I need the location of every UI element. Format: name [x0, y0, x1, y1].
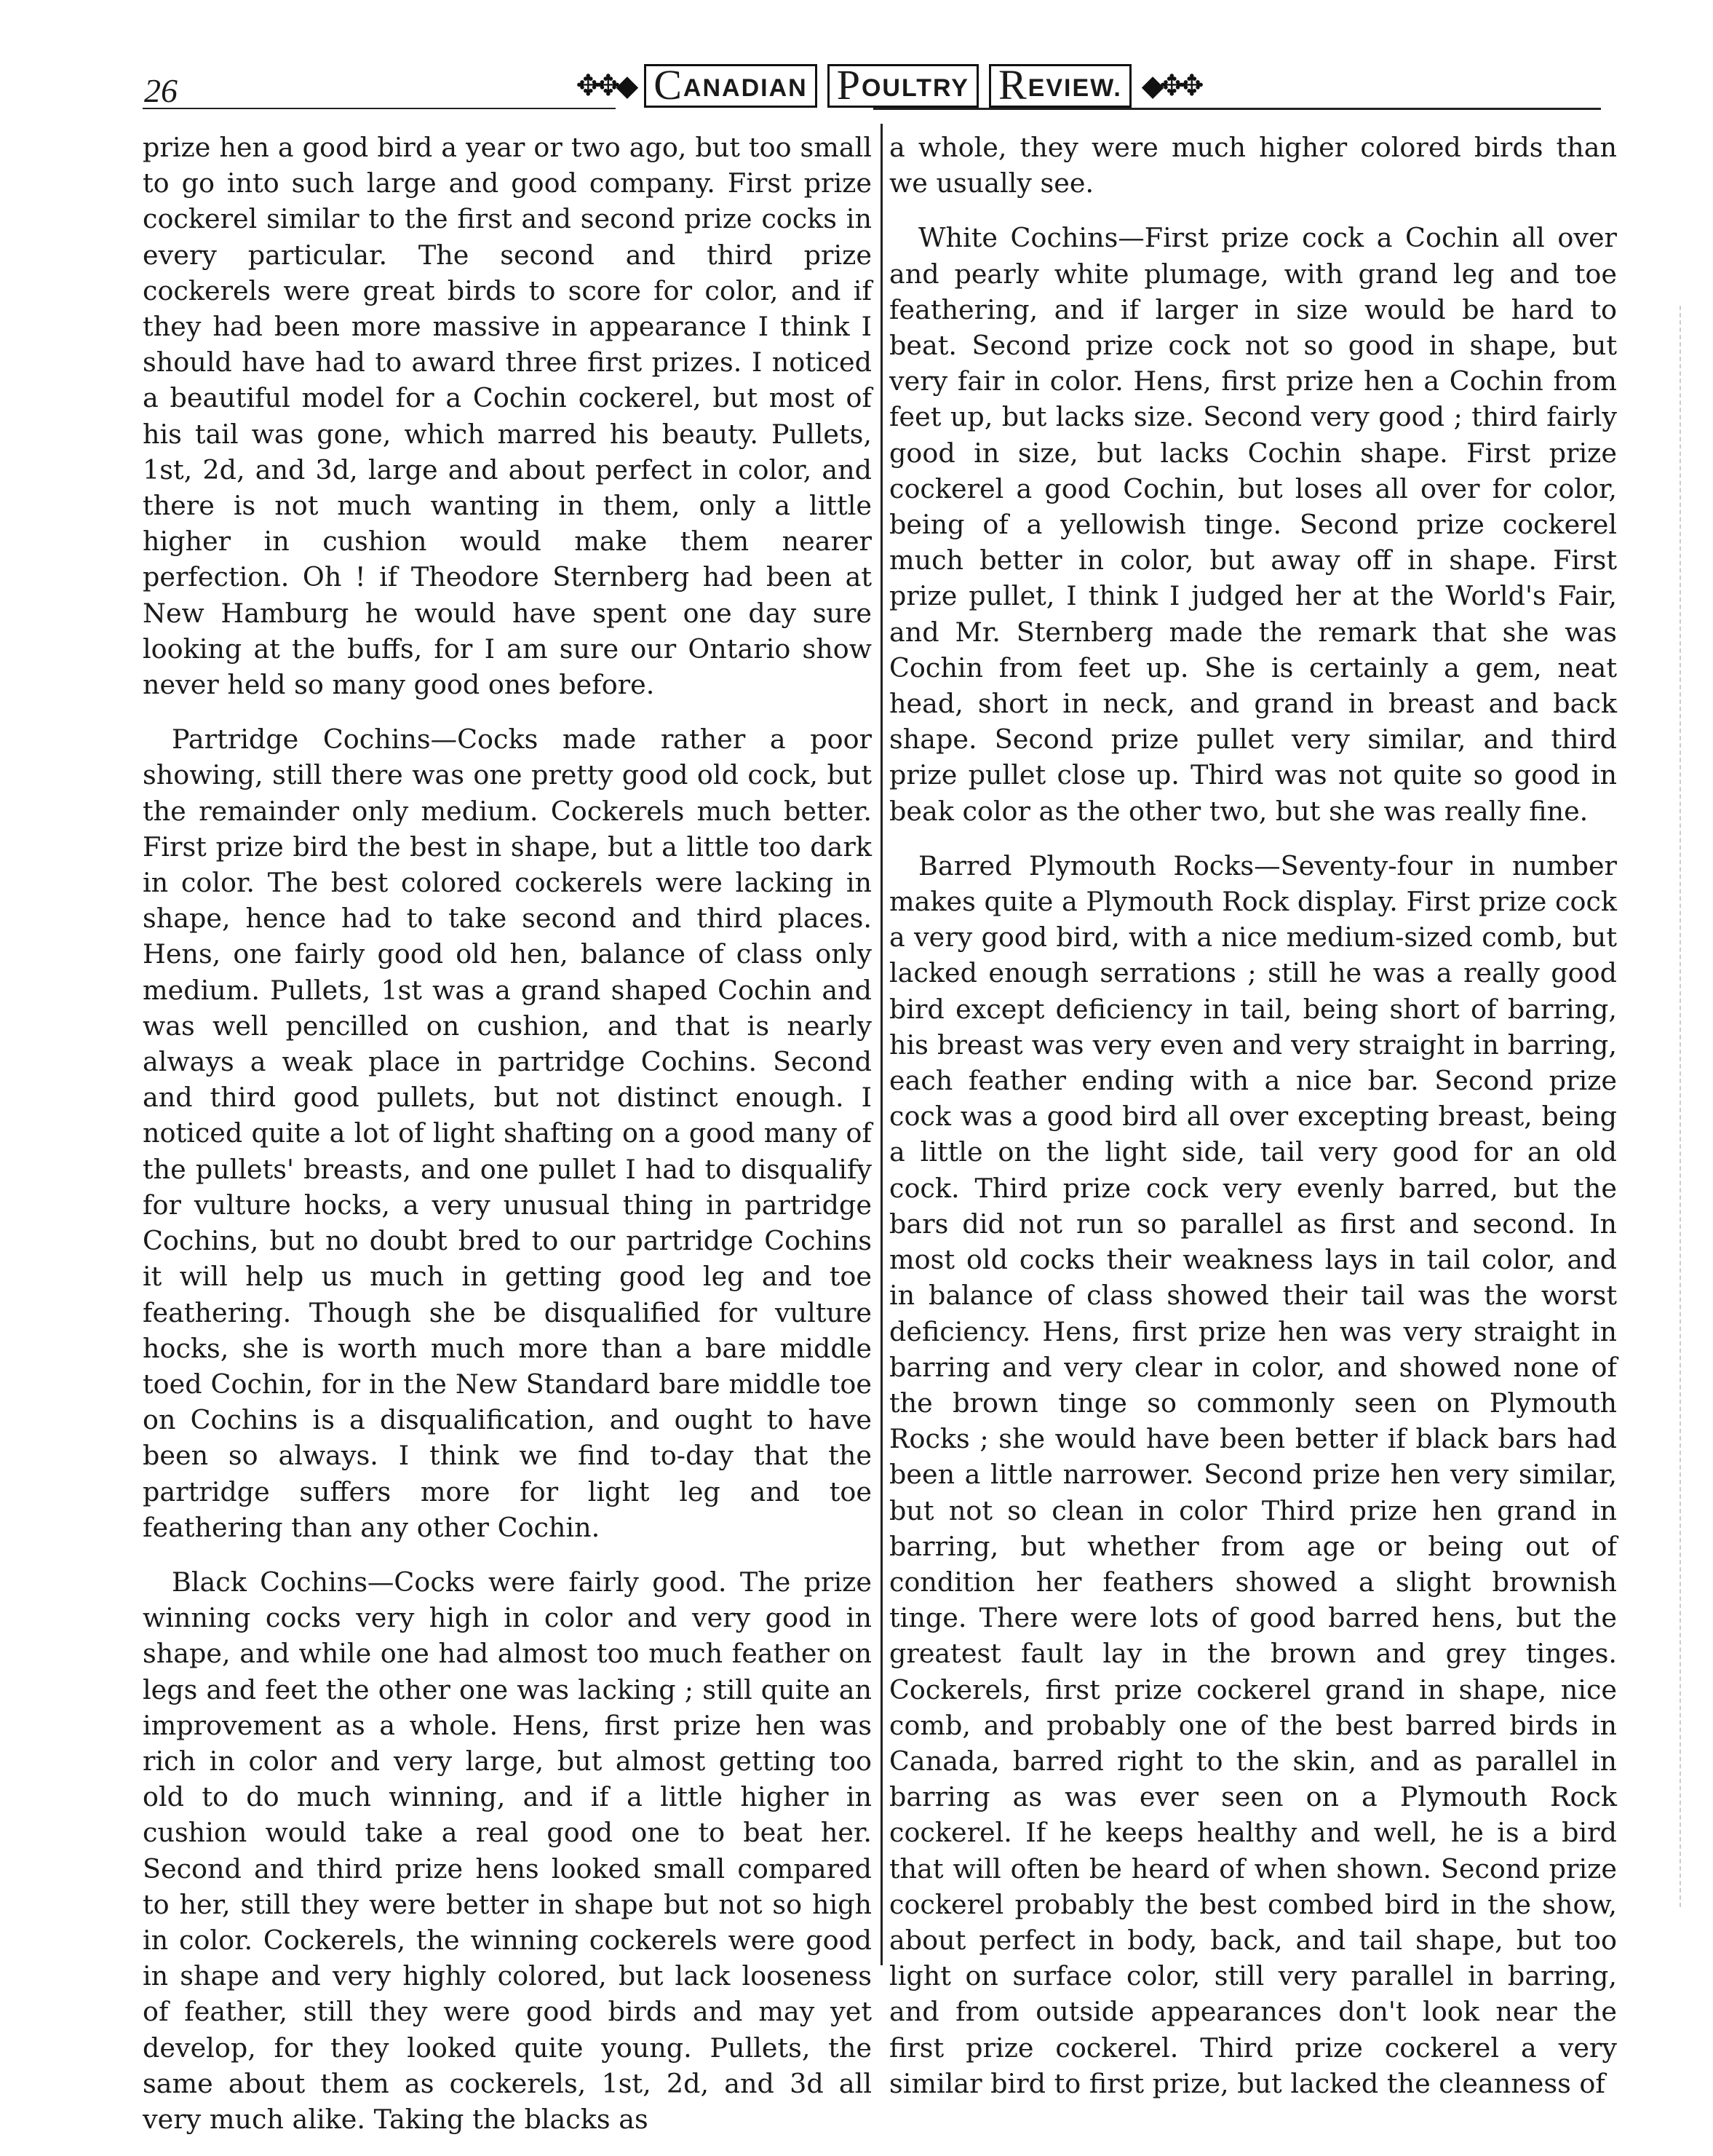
masthead-cap-r: R	[998, 61, 1028, 108]
masthead	[576, 57, 1200, 115]
masthead-word-canadian	[644, 61, 816, 108]
masthead-rest-canadian: ANADIAN	[683, 74, 808, 102]
masthead-word-poultry	[827, 61, 979, 108]
ornament-right-icon: ◆✥✥	[1141, 69, 1200, 103]
ornament-left-icon: ✥✥◆	[576, 69, 635, 103]
paragraph-black-cochins-continued: a whole, they were much higher colored birds than we usually see.	[889, 132, 1617, 199]
masthead-word-review	[989, 61, 1132, 108]
left-column	[143, 130, 872, 2156]
masthead-rest-poultry: OULTRY	[861, 74, 969, 102]
paragraph-white-cochins: White Cochins—First prize cock a Cochin all over and pearly white plumage, with grand leg and toe feathering, and if larger in size would be hard to beat. Second prize cock not so good in shape, but very fair in color. Hens, first prize hen a Cochin from feet up, but lacks size. Second very good ; third fairly good in size, but lacks Cochin shape. First prize cockerel a good Cochin, but loses all over for color, being of a yellowish tinge. Second prize cockerel much better in color, but away off in shape. First prize pullet, I think I judged her at the World's Fair, and Mr. Sternberg made the remark that she was Cochin from feet up. She is certainly a gem, neat head, short in neck, and grand in breast and back shape. Second prize pullet very similar, and third prize pullet close up. Third was not quite so good in beak color as the other two, but she was really fine.	[889, 222, 1617, 827]
paragraph-black-cochins: Black Cochins—Cocks were fairly good. The prize winning cocks very high in color and very good in shape, and while one had almost too much feather on legs and feet the other one was lacking ; still quite an improvement as a whole. Hens, first prize hen was rich in color and very large, but almost getting too old to do much winning, and if a little higher in cushion would take a real good one to beat her. Second and third prize hens looked small compared to her, still they were better in shape but not so high in color. Cockerels, the winning cockerels were good in shape and very highly colored, but lack looseness of feather, still they were good birds and may yet develop, for they looked quite young. Pullets, the same about them as cockerels, 1st, 2d, and 3d all very much alike. Taking the blacks as	[143, 1566, 872, 2135]
header-rule-right	[873, 108, 1601, 110]
paragraph-partridge-cochins: Partridge Cochins—Cocks made rather a poor showing, still there was one pretty good old cock, but the remainder only medium. Cockerels much better. First prize bird the best in shape, but a little too dark in color. The best colored cockerels were lacking in shape, hence had to take second and third places. Hens, one fairly good old hen, balance of class only medium. Pullets, 1st was a grand shaped Cochin and was well pencilled on cushion, and that is nearly always a weak place in partridge Cochins. Second and third good pullets, but not distinct enough. I noticed quite a lot of light shafting on a good many of the pullets' breasts, and one pullet I had to disqualify for vulture hocks, a very unusual thing in partridge Cochins, but no doubt bred to our partridge Cochins it will help us much in getting good leg and toe feathering. Though she be disqualified for vulture hocks, she is worth much more than a bare middle toed Cochin, for in the New Standard bare middle toe on Cochins is a disqualification, and ought to have been so always. I think we find to-day that the partridge suffers more for light leg and toe feathering than any other Cochin.	[143, 724, 872, 1543]
header-rule-left	[143, 108, 616, 109]
paragraph-buff-cochins-continued: prize hen a good bird a year or two ago, but too small to go into such large and good company. First prize cockerel similar to the first and second prize cocks in every particular. The second and third prize cockerels were great birds to score for color, and if they had been more massive in appearance I think I should have had to award three first prizes. I noticed a beautiful model for a Cochin cockerel, but most of his tail was gone, which marred his beauty. Pullets, 1st, 2d, and 3d, large and about perfect in color, and there is not much wanting in them, only a little higher in cushion would make them nearer perfection. Oh ! if Theodore Sternberg had been at New Hamburg he would have spent one day sure looking at the buffs, for I am sure our Ontario show never held so many good ones before.	[143, 132, 872, 701]
paragraph-barred-plymouth-rocks: Barred Plymouth Rocks—Seventy-four in number makes quite a Plymouth Rock display. First prize cock a very good bird, with a nice medium-sized comb, but lacked enough serrations ; still he was a really good bird except deficiency in tail, being short of barring, his breast was very even and very straight in barring, each feather ending with a nice bar. Second prize cock was a good bird all over excepting breast, being a little on the light side, tail very good for an old cock. Third prize cock very evenly barred, but the bars did not run so parallel as first and second. In most old cocks their weakness lays in tail color, and in balance of class showed their tail was the worst deficiency. Hens, first prize hen was very straight in barring and very clear in color, and showed none of the brown tinge so commonly seen on Plymouth Rocks ; she would have been better if black bars had been a little narrower. Second prize hen very similar, but not so clean in color Third prize hen grand in barring, but whether from age or being out of condition her feathers showed a slight brownish tinge. There were lots of good barred hens, but the greatest fault lay in the brown and grey tinges. Cockerels, first prize cockerel grand in shape, nice comb, and probably one of the best barred birds in Canada, barred right to the skin, and as parallel in barring as was ever seen on a Plymouth Rock cockerel. If he keeps healthy and well, he is a bird that will often be heard of when shown. Second prize cockerel probably the best combed bird in the show, about perfect in body, back, and tail shape, but too light on surface color, still very parallel in barring, and from outside appearances don't look near the first prize cockerel. Third prize cockerel a very similar bird to first prize, but lacked the cleanness of	[889, 849, 1617, 2099]
masthead-cap-c: C	[653, 61, 683, 108]
page-number: 26	[144, 72, 178, 109]
right-column	[889, 130, 1617, 2120]
masthead-cap-p: P	[836, 61, 862, 108]
masthead-rest-review: EVIEW.	[1028, 74, 1122, 102]
column-divider	[881, 124, 883, 1965]
scan-margin-marks	[1680, 306, 1690, 1907]
